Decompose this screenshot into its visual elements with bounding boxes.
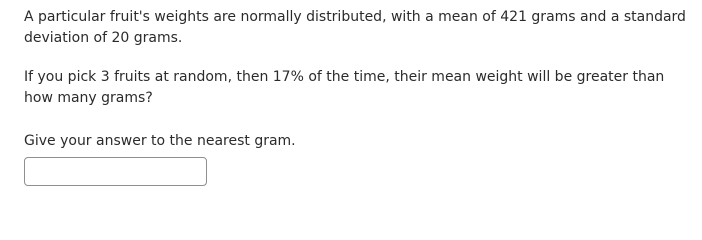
- answer-input[interactable]: [24, 157, 207, 186]
- question-paragraph-instruction: Give your answer to the nearest gram.: [24, 133, 296, 149]
- question-paragraph-prompt: If you pick 3 fruits at random, then 17% of the time, their mean weight will be greater than how many grams?: [24, 69, 665, 106]
- question-paragraph-intro: A particular fruit's weights are normally distributed, with a mean of 421 grams and a standard deviation of 20 grams.: [24, 9, 686, 46]
